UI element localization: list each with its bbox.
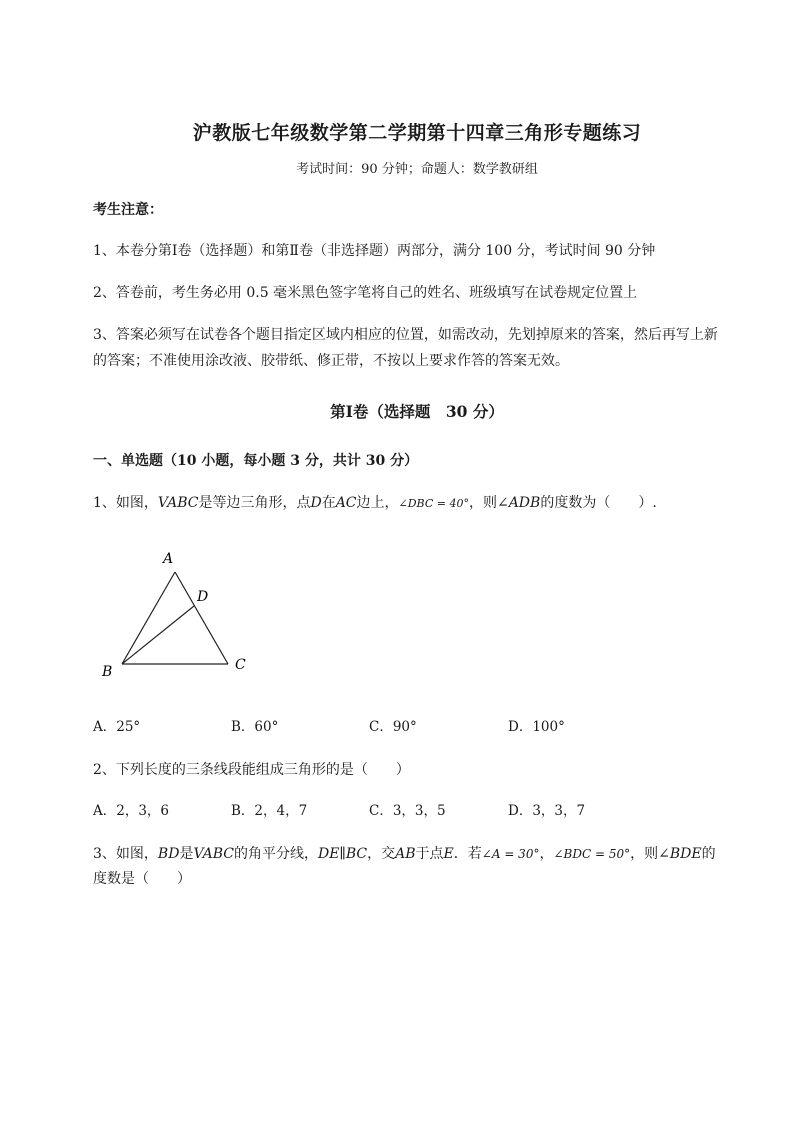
exam-subtitle: 考试时间：90 分钟；命题人：数学教研组 [296, 162, 538, 177]
question-2-text: 2、下列长度的三条线段能组成三角形的是（ ） [93, 762, 410, 778]
q3-triangle: VABC [193, 846, 234, 862]
q1-text-d: 边上， [356, 495, 399, 511]
notice-item-3-line-1: 3、答案必须写在试卷各个题目指定区域内相应的位置，如需改动，先划掉原来的答案，然后再写上新 [93, 327, 718, 343]
q1-text-c: 在 [321, 495, 336, 511]
part-heading: 一、单选题（10 小题，每小题 3 分，共计 30 分） [93, 453, 419, 469]
segment-bd [122, 606, 194, 664]
q3-text-b: 是 [179, 846, 194, 862]
exam-title: 沪教版七年级数学第二学期第十四章三角形专题练习 [192, 122, 642, 144]
q1-segment: AC [335, 495, 357, 511]
q3-text-c: 的角平分线， [233, 846, 318, 862]
q2-option-b[interactable]: B．2，4，7 [231, 803, 308, 819]
q3-text-g: ， [539, 846, 554, 862]
notice-heading: 考生注意： [93, 202, 163, 218]
q1-text-b: 是等边三角形，点 [198, 495, 311, 511]
q3-parallel: DE∥BC [317, 846, 368, 862]
section-title: 第Ⅰ卷（选择题 30 分） [330, 402, 504, 421]
side-ab [122, 572, 175, 664]
triangle-lines [122, 572, 228, 664]
q3-text-a: 3、如图， [93, 846, 158, 862]
q1-angle-adb: ∠ADB [496, 495, 541, 511]
q3-angle-bdc: ∠BDC = 50° [553, 847, 631, 861]
label-d: D [197, 589, 209, 605]
q2-option-d[interactable]: D．3，3，7 [508, 803, 586, 819]
q3-point-e: E [443, 846, 454, 862]
q1-text-f: 的度数为（ ）. [540, 495, 657, 511]
q1-text-a: 1、如图， [93, 495, 158, 511]
q3-ab: AB [395, 846, 416, 862]
q1-option-b[interactable]: B．60° [231, 719, 279, 735]
q1-option-a[interactable]: A．25° [93, 719, 141, 735]
label-a: A [163, 551, 174, 567]
q3-text-f: ．若 [453, 846, 482, 862]
q1-option-d[interactable]: D．100° [508, 719, 565, 735]
notice-item-2: 2、答卷前，考生务必用 0.5 毫米黑色签字笔将自己的姓名、班级填写在试卷规定位置上 [93, 285, 638, 301]
question-3-line-1 [93, 842, 753, 866]
question-1-text [93, 491, 753, 516]
notice-item-3-line-2: 的答案；不准使用涂改液、胶带纸、修正带，不按以上要求作答的答案无效。 [93, 353, 569, 369]
triangle-figure [95, 545, 265, 685]
q1-point-d: D [310, 495, 322, 511]
q3-angle-a: ∠A = 30° [481, 847, 540, 861]
q3-text-h: ，则 [630, 846, 659, 862]
q1-option-c[interactable]: C．90° [369, 719, 417, 735]
q3-angle-bde: ∠BDE [658, 846, 702, 862]
question-3-line-2: 度数是（ ） [93, 871, 191, 887]
q3-text-e: 于点 [415, 846, 444, 862]
q2-option-a[interactable]: A．2，3，6 [93, 803, 170, 819]
label-c: C [235, 657, 246, 673]
q2-option-c[interactable]: C．3，3，5 [369, 803, 446, 819]
q3-text-i: 的 [701, 846, 716, 862]
q1-angle-dbc: ∠DBC = 40° [398, 497, 469, 510]
notice-item-1: 1、本卷分第Ⅰ卷（选择题）和第Ⅱ卷（非选择题）两部分，满分 100 分，考试时间 90 分钟 [93, 243, 656, 259]
q3-bd: BD [157, 846, 180, 862]
q1-triangle: VABC [157, 495, 199, 511]
side-ac [175, 572, 228, 664]
label-b: B [102, 664, 113, 680]
q3-text-d: ，交 [367, 846, 396, 862]
q1-text-e: ，则 [468, 495, 497, 511]
